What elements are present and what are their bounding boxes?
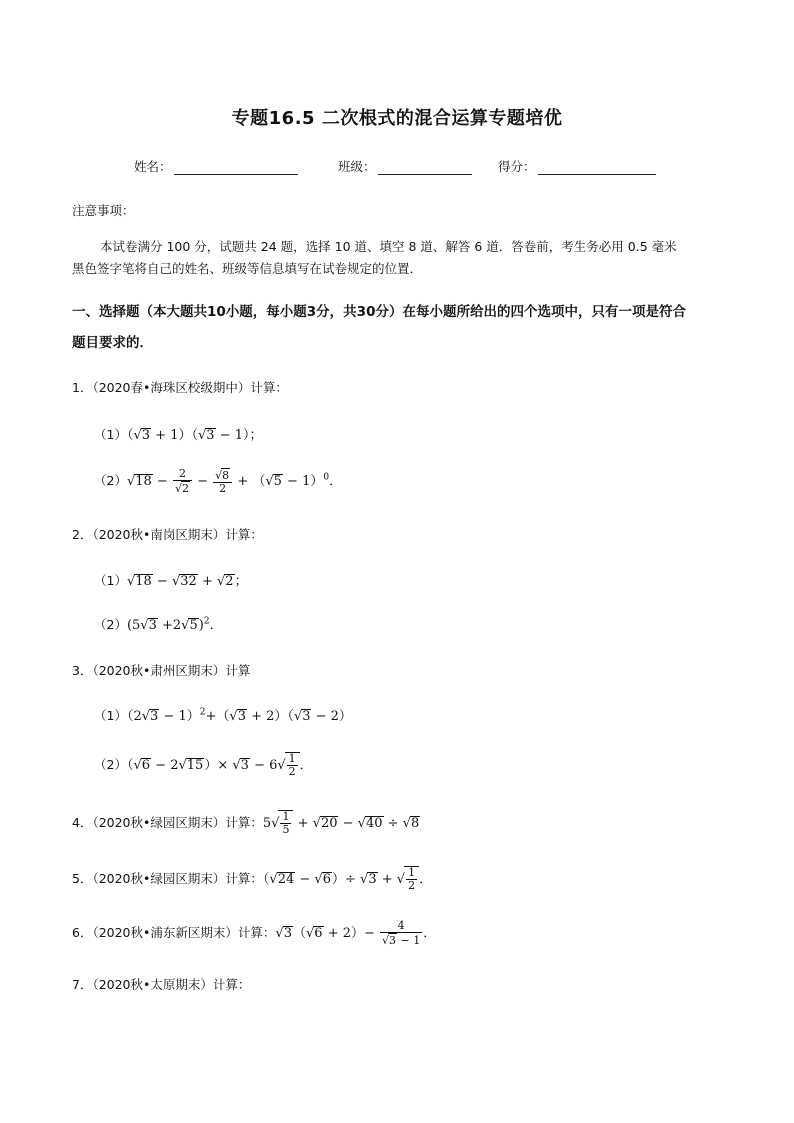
notice-heading: 注意事项： — [72, 203, 135, 218]
part-label: （1） — [94, 573, 127, 588]
q4-header: 4．（2020秋•绿园区期末）计算： — [72, 815, 263, 830]
q5-header: 5．（2020秋•绿园区期末）计算： — [72, 871, 263, 886]
class-label: 班级： — [338, 159, 376, 174]
notice-line-1: 本试卷满分 100 分，试题共 24 题，选择 10 道、填空 8 道、解答 6 道．答卷前，考生务必用 0.5 毫米 — [100, 239, 677, 254]
class-blank[interactable] — [378, 160, 472, 175]
part-label: （1） — [94, 427, 127, 442]
q3-part2-expr: （√6 − 2√15）× √3 − 6√ $\frac{1}{2}$ ． — [126, 752, 313, 778]
q2-part1-expr: √18 − √32 + √2； — [126, 574, 248, 589]
q1-part2-expr: √18 − $\frac{2}{√2}$ − $\frac{√8}{2}$ + $(√5 - 1)^0$． — [126, 467, 343, 495]
name-label: 姓名： — [134, 159, 172, 174]
page-title: 专题16.5 二次根式的混合运算专题培优 — [231, 108, 563, 129]
q3-part2 — [94, 752, 313, 778]
name-field[interactable] — [134, 157, 298, 175]
q2-part2-expr: $(5√3 +2√5)^2$． — [126, 616, 223, 633]
q1-part1 — [94, 424, 263, 443]
score-label: 得分： — [498, 159, 536, 174]
q1-part2 — [94, 468, 342, 495]
q4-expr: 5√ $\frac{1}{5}$ + √20 − √40 ÷ √8 — [262, 810, 420, 836]
part-label: （2） — [94, 617, 127, 632]
part-label: （2） — [94, 757, 127, 772]
q6-header: 6．（2020秋•浦东新区期末）计算： — [72, 925, 276, 940]
q4 — [72, 810, 420, 836]
section1-line-2: 题目要求的． — [72, 335, 153, 351]
q3-part1-expr: $(2√3 - 1)^2+(√3 + 2)(√3 - 2)$ — [126, 707, 352, 724]
q7-header: 7．（2020秋•太原期末）计算： — [72, 977, 251, 992]
q2-header: 2．（2020秋•南岗区期末）计算： — [72, 527, 263, 542]
q3-part1 — [94, 705, 352, 724]
q1-header: 1．（2020春•海珠区校级期中）计算： — [72, 380, 288, 395]
name-blank[interactable] — [174, 160, 298, 175]
part-label: （1） — [94, 708, 127, 723]
q2-part2 — [94, 614, 223, 633]
part-label: （2） — [94, 473, 127, 488]
q6 — [72, 920, 436, 947]
q5-expr: （√24 − √6）÷ √3 + √ $\frac{1}{2}$ ． — [262, 866, 433, 892]
q2-part1 — [94, 570, 248, 589]
q3-header: 3．（2020秋•肃州区期末）计算 — [72, 663, 251, 678]
q5 — [72, 866, 432, 892]
q6-expr: √3（√6 + 2）− $\frac{4}{√3 - 1}$ ． — [275, 919, 437, 947]
score-field[interactable] — [498, 157, 656, 175]
section1-line-1: 一、选择题（本大题共10小题，每小题3分，共30分）在每小题所给出的四个选项中，只有一项是符合 — [72, 304, 686, 320]
score-blank[interactable] — [538, 160, 656, 175]
notice-line-2: 黑色签字笔将自己的姓名、班级等信息填写在试卷规定的位置． — [72, 261, 423, 276]
class-field[interactable] — [338, 157, 472, 175]
q1-part1-expr: （√3 + 1）（√3 − 1）； — [126, 428, 263, 443]
